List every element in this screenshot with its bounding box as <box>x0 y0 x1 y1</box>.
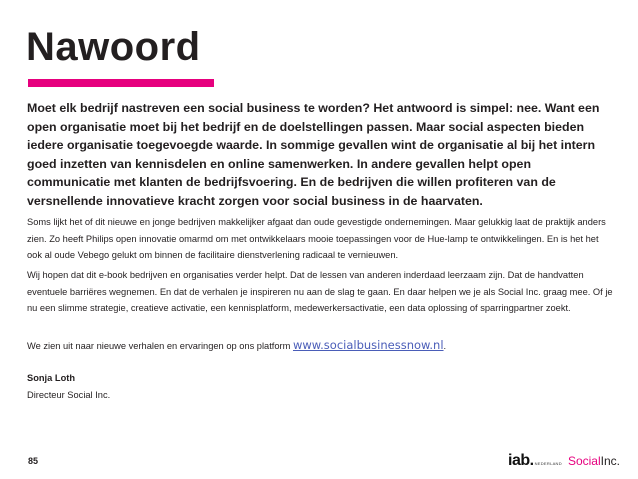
footer-logos <box>508 452 620 472</box>
body-paragraph-3 <box>27 337 613 355</box>
paragraph-3-text: We zien uit naar nieuwe verhalen en ervaringen op ons platform <box>27 341 293 351</box>
platform-link[interactable]: www.socialbusinessnow.nl <box>292 338 444 352</box>
social-inc-logo-social: Social <box>567 454 601 468</box>
body-paragraph-1: Soms lijkt het of dit nieuwe en jonge bedrijven makkelijker afgaat dan oude gevestigde ondernemingen. Maar gelukkig laat de praktijk anders zien. Zo heeft Philips open innovatie omarmd om met ontwikkelaars mooie toepassingen voor de Hue-lamp te ontwikkelingen. En is het het ook al oude Vebego gelukt om binnen de facilitaire dienstverlening radicaal te vernieuwen. <box>27 217 606 260</box>
iab-logo: iab. <box>508 452 534 469</box>
signature-role: Directeur Social Inc. <box>27 389 111 400</box>
social-inc-logo-inc: Inc. <box>600 454 620 468</box>
paragraph-3-end: . <box>443 341 447 351</box>
signature-name: Sonja Loth <box>27 373 76 383</box>
page-title: Nawoord <box>26 25 201 69</box>
iab-logo-subtitle: NEDERLAND <box>534 461 562 466</box>
signature-block <box>27 370 613 403</box>
body-paragraph-2: Wij hopen dat dit e-book bedrijven en organisaties verder helpt. Dat de lessen van anderen inderdaad leerzaam zijn. Dat de handvatten eventuele barriëres wegnemen. En dat de verhalen je inspireren nu aan de slag te gaan. En daar helpen we je als Social Inc. graag mee. Of je nu een slimme strategie, creatieve activatie, een kennisplatform, medewerkersactivatie, een data oplossing of sparringpartner zoekt. <box>27 270 613 313</box>
intro-paragraph: Moet elk bedrijf nastreven een social business te worden? Het antwoord is simpel: nee. Want een open organisatie moet bij het bedrijf en de doelstellingen passen. Maar social aspecten bieden iedere organisatie toegevoegde waarde. In sommige gevallen wint de organisatie al bij het intern goed inzetten van kennisdelen en online samenwerken. In andere gevallen helpt open communicatie met klanten de bedrijfsvoering. En de bedrijven die willen profiteren van de versnellende innovatieve kracht zorgen voor social business in de haarvaten. <box>27 101 600 208</box>
page-number: 85 <box>28 456 39 466</box>
title-underline-bar <box>28 79 214 87</box>
